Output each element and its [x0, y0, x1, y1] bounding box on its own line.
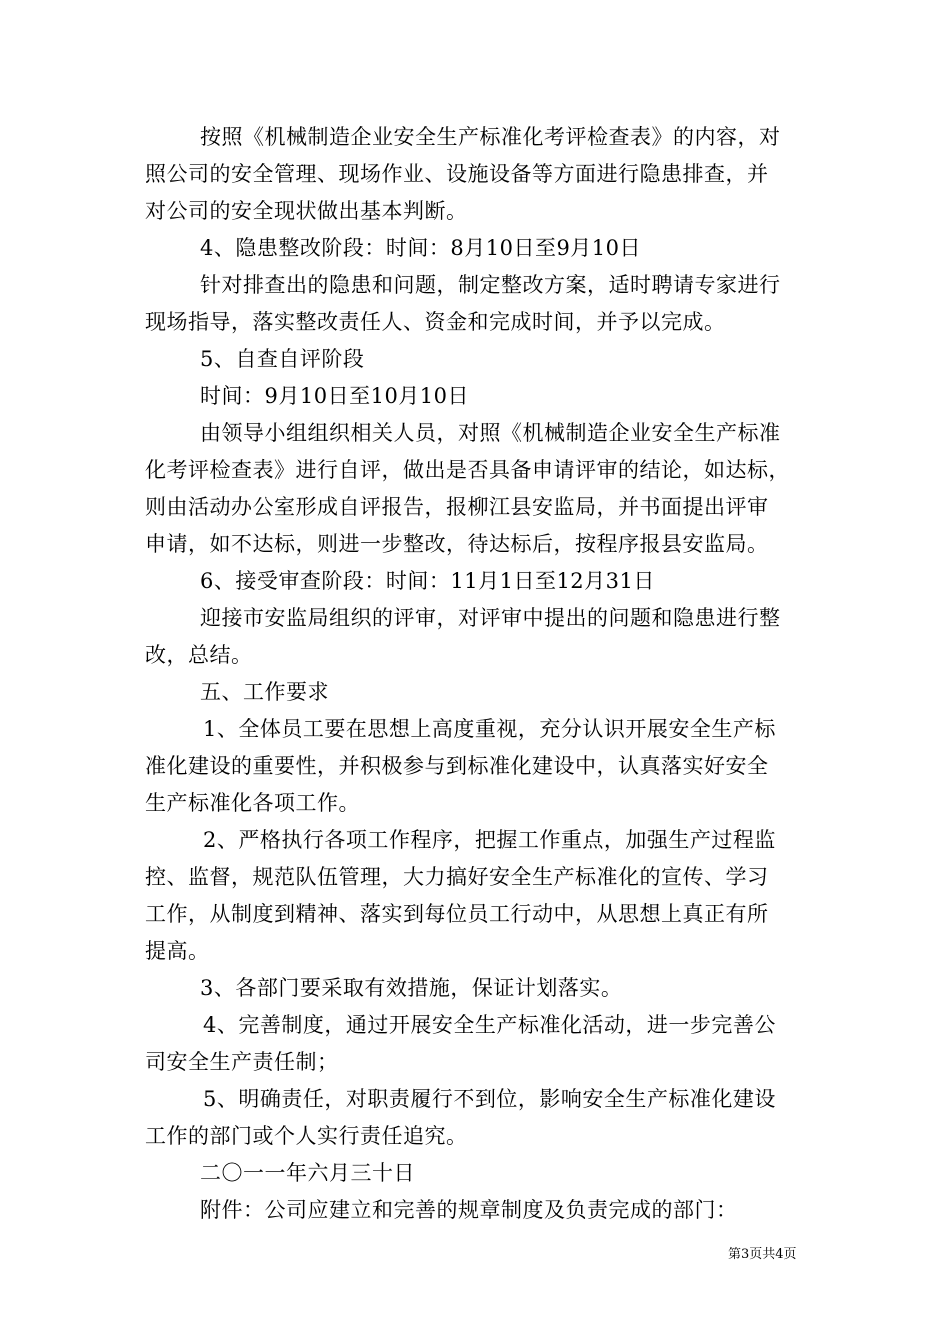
- text-line: 5、明确责任，对职责履行不到位，影响安全生产标准化建设: [203, 1087, 776, 1111]
- text-line: 时间：9月10日至10月10日: [200, 384, 470, 408]
- text-line: 生产标准化各项工作。: [145, 791, 360, 815]
- text-line: 照公司的安全管理、现场作业、设施设备等方面进行隐患排查，并: [145, 162, 769, 186]
- section-heading: 五、工作要求: [200, 680, 329, 704]
- text-line: 工作，从制度到精神、落实到每位员工行动中，从思想上真正有所: [145, 902, 769, 926]
- text-line: 申请，如不达标，则进一步整改，待达标后，按程序报县安监局。: [145, 532, 769, 556]
- text-line: 提高。: [145, 939, 210, 963]
- text-line: 化考评检查表》进行自评，做出是否具备申请评审的结论，如达标，: [145, 458, 790, 482]
- text-line: 4、隐患整改阶段：时间：8月10日至9月10日: [200, 236, 642, 260]
- text-line: 2、严格执行各项工作程序，把握工作重点，加强生产过程监: [203, 828, 776, 852]
- text-line: 由领导小组组织相关人员，对照《机械制造企业安全生产标准: [200, 421, 781, 445]
- text-line: 附件：公司应建立和完善的规章制度及负责完成的部门：: [200, 1198, 738, 1222]
- text-line: 3、各部门要采取有效措施，保证计划落实。: [200, 976, 623, 1000]
- text-line: 按照《机械制造企业安全生产标准化考评检查表》的内容，对: [200, 125, 781, 149]
- text-line: 工作的部门或个人实行责任追究。: [145, 1124, 468, 1148]
- text-line: 现场指导，落实整改责任人、资金和完成时间，并予以完成。: [145, 310, 726, 334]
- text-line: 针对排查出的隐患和问题，制定整改方案，适时聘请专家进行: [200, 273, 781, 297]
- date-line: 二〇一一年六月三十日: [200, 1161, 415, 1185]
- text-line: 准化建设的重要性，并积极参与到标准化建设中，认真落实好安全: [145, 754, 769, 778]
- text-line: 4、完善制度，通过开展安全生产标准化活动，进一步完善公: [203, 1013, 776, 1037]
- text-line: 司安全生产责任制；: [145, 1050, 339, 1074]
- text-line: 1、全体员工要在思想上高度重视，充分认识开展安全生产标: [203, 717, 776, 741]
- page-number: 第3页共4页: [728, 1247, 797, 1262]
- text-line: 6、接受审查阶段：时间：11月1日至12月31日: [200, 569, 655, 593]
- text-line: 5、自查自评阶段: [200, 347, 365, 371]
- text-line: 迎接市安监局组织的评审，对评审中提出的问题和隐患进行整: [200, 606, 781, 630]
- text-line: 对公司的安全现状做出基本判断。: [145, 199, 468, 223]
- text-line: 则由活动办公室形成自评报告，报柳江县安监局，并书面提出评审: [145, 495, 769, 519]
- text-line: 控、监督，规范队伍管理，大力搞好安全生产标准化的宣传、学习: [145, 865, 769, 889]
- text-line: 改，总结。: [145, 643, 253, 667]
